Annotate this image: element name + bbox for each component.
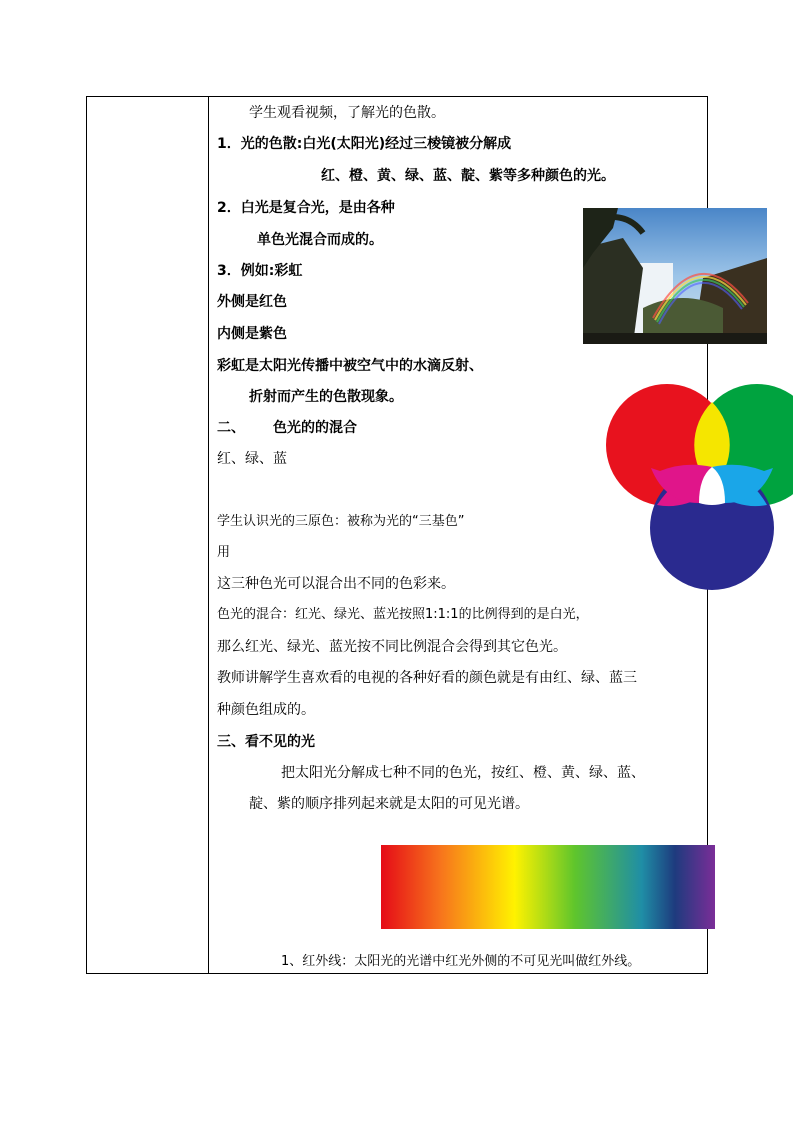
text-line: 种颜色组成的。	[217, 702, 315, 718]
text-line: 学生观看视频，了解光的色散。	[249, 105, 445, 121]
lesson-table	[86, 96, 708, 974]
section-number: 二、	[217, 420, 245, 436]
section-heading: 三、看不见的光	[217, 734, 315, 750]
text-line: 靛、紫的顺序排列起来就是太阳的可见光谱。	[249, 796, 529, 812]
text-line: 这三种色光可以混合出不同的色彩来。	[217, 576, 455, 592]
content-cell	[209, 97, 707, 973]
rainbow-waterfall-photo	[583, 208, 767, 344]
text-line: 学生认识光的三原色：被称为光的“三基色”	[217, 514, 465, 529]
text-line: 红、绿、蓝	[217, 451, 287, 467]
text-line: 2．白光是复合光，是由各种	[217, 200, 395, 216]
text-line: 内侧是紫色	[217, 326, 287, 342]
rgb-mixing-diagram	[605, 383, 793, 591]
text-line: 3．例如:彩虹	[217, 263, 303, 279]
visible-spectrum-bar	[381, 845, 715, 929]
text-line: 1．光的色散:白光(太阳光)经过三棱镜被分解成	[217, 136, 512, 152]
text-line: 单色光混合而成的。	[257, 232, 383, 248]
text-line: 教师讲解学生喜欢看的电视的各种好看的颜色就是有由红、绿、蓝三	[217, 670, 637, 686]
text-line: 那么红光、绿光、蓝光按不同比例混合会得到其它色光。	[217, 639, 567, 655]
text-line: 红、橙、黄、绿、蓝、靛、紫等多种颜色的光。	[321, 168, 615, 184]
text-line: 彩虹是太阳光传播中被空气中的水滴反射、	[217, 358, 483, 374]
section-heading: 色光的的混合	[273, 420, 357, 436]
text-line: 把太阳光分解成七种不同的色光，按红、橙、黄、绿、蓝、	[281, 765, 645, 781]
text-line: 色光的混合：红光、绿光、蓝光按照1:1:1的比例得到的是白光，	[217, 607, 589, 622]
text-line: 1、红外线：太阳光的光谱中红光外侧的不可见光叫做红外线。	[281, 954, 641, 969]
text-line: 外侧是红色	[217, 294, 287, 310]
text-line: 折射而产生的色散现象。	[249, 389, 403, 405]
text-line: 用	[217, 545, 231, 560]
